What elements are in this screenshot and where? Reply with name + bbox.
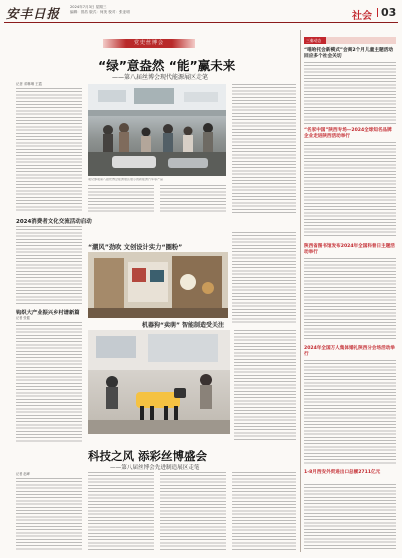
lead-body-text-col1 xyxy=(16,88,82,212)
column-divider xyxy=(300,30,301,552)
lead-subtitle: ——第八届丝博会现代能源展区走笔 xyxy=(112,74,209,81)
left-mid-headline-2: 钩织大产业振兴乡村谱新篇 xyxy=(16,310,80,316)
lead-body-text-col2 xyxy=(88,185,154,213)
masthead-date: 2024年7月3日 星期三 xyxy=(70,5,107,9)
bottom-headline: 科技之风 添彩丝博盛会 xyxy=(88,449,208,463)
bottom-subtitle: ——第八届丝博会先进制造展区走笔 xyxy=(110,465,200,471)
right-story2-body xyxy=(304,142,396,238)
bottom-body-col1 xyxy=(16,478,82,550)
top-banner xyxy=(103,39,195,48)
bottom-body-col2 xyxy=(88,472,154,550)
lead-byline: 记者 邓琳琳 王霞 xyxy=(16,82,42,86)
page-number: 03 xyxy=(381,6,397,19)
right-story3-body xyxy=(304,258,396,340)
right-story4-body xyxy=(304,360,396,464)
cultural-stand-illustration xyxy=(88,252,228,318)
bottom-body-col3 xyxy=(160,472,226,550)
right-story5-headline: 1-8月西安外贸进出口总额2711亿元 xyxy=(304,470,381,475)
lead-headline: “绿”意盎然 “能”赢未来 xyxy=(98,58,236,73)
newspaper-logo: 安丰日报 xyxy=(6,6,61,21)
left-mid-body-1 xyxy=(16,226,82,304)
feature2-body xyxy=(234,330,296,440)
bottom-body-col4 xyxy=(232,472,296,550)
right-section-label: 三秦动态 xyxy=(306,38,322,43)
feature1-body xyxy=(232,232,296,324)
right-story2-headline: “名家中国”陕西专场—2024全球知名品牌企业走进陕西活动举行 xyxy=(304,128,392,139)
lead-body-text-col3 xyxy=(160,185,226,213)
section-name: 社会 xyxy=(352,11,372,22)
masthead xyxy=(0,0,402,24)
right-story1-headline: “喵哈托会新模式”会商2个月儿童主题活动回应多个社会关切 xyxy=(304,48,394,59)
lead-photo-caption: 观众参观第八届丝博会能源展区展示的新能源汽车等产品 xyxy=(88,178,164,181)
feature1-headline: “潮风”劲吹 文创设计实力“圈粉” xyxy=(88,244,183,251)
lead-photo-exhibition-hall xyxy=(88,84,226,176)
lead-body-text-col4 xyxy=(232,84,296,214)
feature1-photo-cultural-stand xyxy=(88,252,228,318)
banner-label: 党史丝博会 xyxy=(133,40,164,46)
left-mid-body-2 xyxy=(16,322,82,442)
bottom-byline: 记者 赵峰 xyxy=(16,472,30,476)
right-story3-headline: 陕西省图书馆发布2024年全国科普日主题活动举行 xyxy=(304,244,395,255)
left-mid-headline: 2024消费者文化交流活动启动 xyxy=(16,219,92,225)
right-story4-headline: 2024年全国万人集体婚礼陕西分会场活动举行 xyxy=(304,346,395,357)
exhibition-scene-illustration xyxy=(88,84,226,176)
right-story1-body xyxy=(304,62,396,124)
feature2-photo-robot-dog xyxy=(88,330,230,434)
right-story5-body xyxy=(304,484,396,550)
masthead-editors: 编辑：曾浩 版式：何美 校对：张亚明 xyxy=(70,10,130,14)
robot-dog-illustration xyxy=(88,330,230,434)
right-section-label-bar xyxy=(304,37,396,44)
left-mid-byline: 记者 张健 xyxy=(16,316,30,320)
masthead-rule xyxy=(4,22,398,23)
page-separator xyxy=(377,8,378,17)
feature2-headline: 机器狗“卖萌” 智能制造受关注 xyxy=(142,322,224,329)
